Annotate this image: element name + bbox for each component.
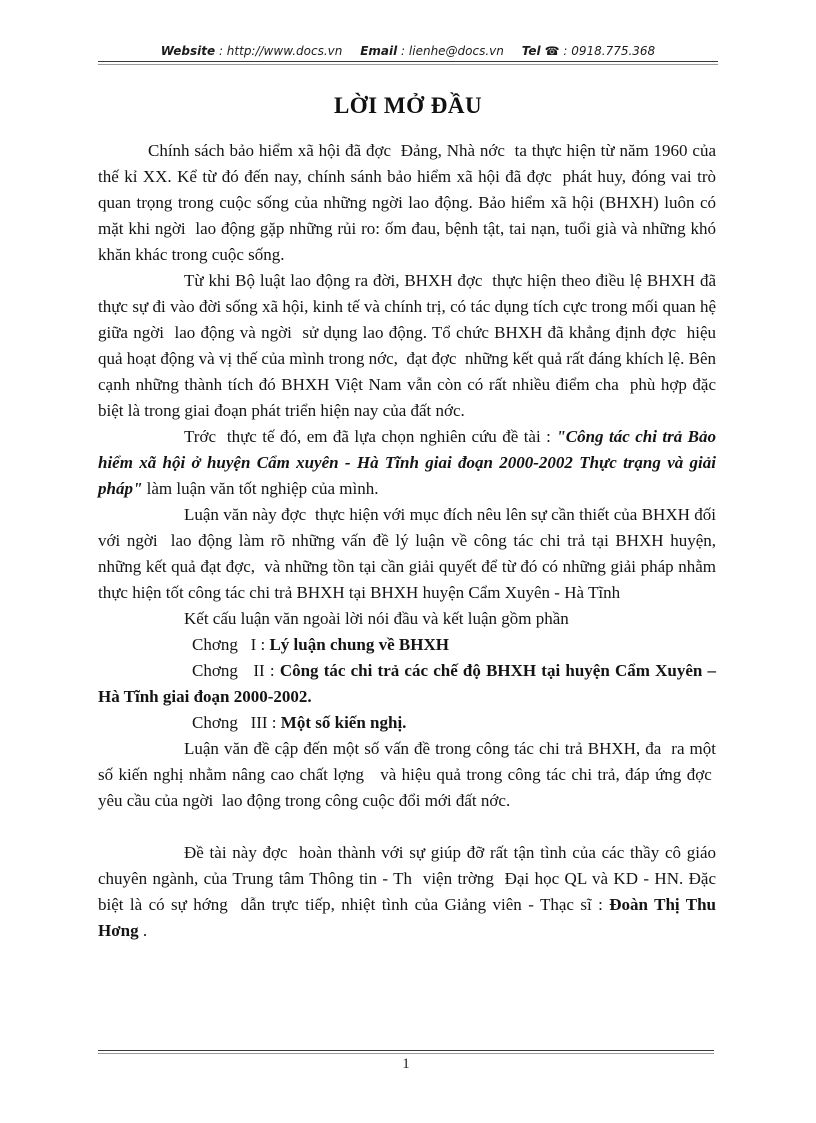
chapter-3-title: Một số kiến nghị.: [280, 713, 407, 732]
header-website-label: Website: [160, 44, 216, 58]
header-tel-label: Tel: [521, 44, 541, 58]
page-number: 1: [402, 1056, 410, 1072]
advisor-name: Đoàn Thị Thu Hơng: [98, 895, 716, 940]
intro-paragraph: Chính sách bảo hiểm xã hội đã đợc Đảng, Nhà nớc ta thực hiện từ năm 1960 của thế kỉ XX. Kể từ đó đến nay, chính sánh bảo hiểm xã hội đã đợc phát huy, đóng vai trò quan trọng trong cuộc sống của những ngời lao động. Bảo hiểm xã hội (BHXH) luôn có mặt khi ngời lao động gặp những rủi ro: ốm đau, bệnh tật, tai nạn, tuổi già và những khó khăn khác trong cuộc sống.: [98, 141, 716, 264]
summary-paragraph: Luận văn đề cập đến một số vấn đề trong công tác chi trả BHXH, đa ra một số kiến nghị nhằm nâng cao chất lợng và hiệu quả trong công tác chi trả, đáp ứng đợc yêu cầu của ngời lao động trong công cuộc đổi mới đất nớc.: [98, 739, 716, 810]
header-website-value: : http://www.docs.vn: [215, 44, 347, 58]
acknowledgement-tail: .: [138, 921, 148, 940]
chapter-1-label: Chơng I :: [192, 635, 270, 654]
acknowledgement-text: Đề tài này đợc hoàn thành với sự giúp đỡ rất tận tình của các thầy cô giáo chuyên ngành, của Trung tâm Thông tin - Th viện trờng Đại học QL và KD - HN. Đặc biệt là có sự hớng dẫn trực tiếp, nhiệt tình của Giảng viên - Thạc sĩ :: [98, 843, 716, 914]
chapter-1-line: [98, 632, 716, 658]
context-paragraph: Từ khi Bộ luật lao động ra đời, BHXH đợc thực hiện theo điều lệ BHXH đã thực sự đi vào đời sống xã hội, kinh tế và chính trị, có tác dụng tích cực trong mối quan hệ giữa ngời lao động và ngời sử dụng lao động. Tổ chức BHXH đã khẳng định đợc hiệu quả hoạt động và vị thế của mình trong nớc, đạt đợc những kết quả rất đáng khích lệ. Bên cạnh những thành tích đó BHXH Việt Nam vẫn còn có rất nhiều điểm cha phù hợp đặc biệt là trong giai đoạn phát triển hiện nay của đất nớc.: [98, 271, 716, 420]
topic-lead-text: Trớc thực tế đó, em đã lựa chọn nghiên cứu đề tài :: [184, 427, 557, 446]
acknowledgement-paragraph: [98, 840, 716, 944]
header-email-value: : lienhe@docs.vn: [397, 44, 508, 58]
header-email-label: Email: [360, 44, 398, 58]
header-rule: [98, 61, 718, 65]
topic-tail-text: làm luận văn tốt nghiệp của mình.: [142, 479, 379, 498]
document-body: [98, 138, 716, 944]
chapter-1-title: Lý luận chung về BHXH: [269, 635, 449, 654]
document-header: [0, 0, 816, 58]
header-tel-value: : 0918.775.368: [559, 44, 656, 58]
document-footer: [98, 1050, 714, 1073]
purpose-paragraph: Luận văn này đợc thực hiện với mục đích nêu lên sự cần thiết của BHXH đối với ngời lao động làm rõ những vấn đề lý luận về công tác chi trả tại BHXH huyện, những kết quả đạt đợc, và những tồn tại cần giải quyết để từ đó có những giải pháp nhằm thực hiện tốt công tác chi trả BHXH tại BHXH huyện Cẩm Xuyên - Hà Tĩnh: [98, 505, 716, 602]
chapter-2-label: Chơng II :: [192, 661, 280, 680]
chapter-2-title: Công tác chi trả các chế độ BHXH tại huyện Cẩm Xuyên –Hà Tĩnh giai đoạn 2000-2002.: [98, 661, 717, 706]
phone-icon: ☎: [544, 44, 560, 58]
structure-intro-line: Kết cấu luận văn ngoài lời nói đầu và kết luận gồm phần: [184, 609, 569, 628]
thesis-title-text: "Công tác chi trả Bảo hiểm xã hội ở huyện Cẩm xuyên - Hà Tĩnh giai đoạn 2000-2002 Thực trạng và giải pháp": [98, 427, 716, 498]
chapter-3-line: [98, 710, 716, 736]
chapter-3-label: Chơng III :: [192, 713, 281, 732]
footer-rule: [98, 1050, 714, 1054]
chapter-2-line: [98, 658, 716, 710]
topic-paragraph: [98, 424, 716, 502]
page-title: LỜI MỞ ĐẦU: [333, 93, 483, 118]
